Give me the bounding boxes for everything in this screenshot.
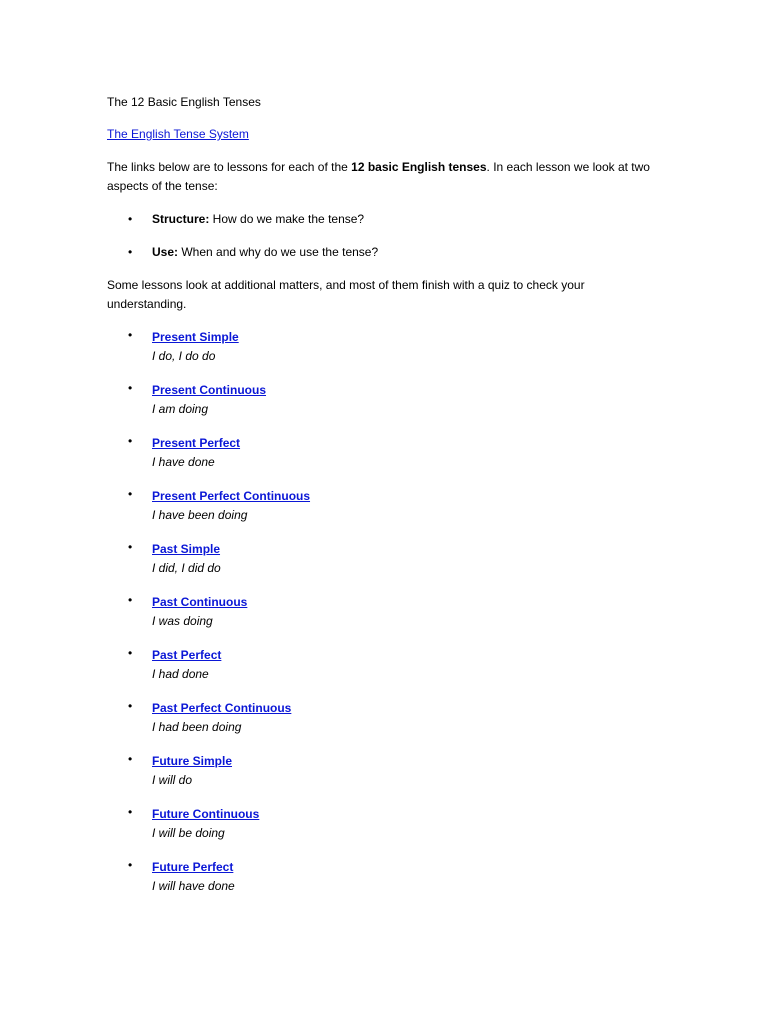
intro-text-start: The links below are to lessons for each of the <box>107 160 352 174</box>
bullet-icon: • <box>128 434 133 448</box>
bullet-icon: • <box>128 540 133 554</box>
bullet-icon: • <box>128 328 133 342</box>
tense-link-future-continuous[interactable]: Future Continuous <box>152 807 260 821</box>
tense-item-past-perfect-continuous <box>107 699 667 752</box>
page-title: The 12 Basic English Tenses <box>107 95 261 109</box>
bullet-icon: • <box>128 805 133 819</box>
tense-example: I have been doing <box>152 508 248 522</box>
tense-item-future-continuous <box>107 805 667 858</box>
tense-example: I had been doing <box>152 720 242 734</box>
aspect-text: When and why do we use the tense? <box>178 245 379 259</box>
tense-link-past-perfect-continuous[interactable]: Past Perfect Continuous <box>152 701 292 715</box>
tense-example: I will do <box>152 773 193 787</box>
tense-link-present-continuous[interactable]: Present Continuous <box>152 383 267 397</box>
tense-item-past-continuous <box>107 593 667 646</box>
aspect-use <box>107 243 667 261</box>
tense-link-past-continuous[interactable]: Past Continuous <box>152 595 248 609</box>
tense-link-present-perfect[interactable]: Present Perfect <box>152 436 241 450</box>
tense-item-past-perfect <box>107 646 667 699</box>
intro-paragraph <box>107 158 667 196</box>
tense-example: I will have done <box>152 879 235 893</box>
bullet-icon: • <box>128 212 133 226</box>
bullet-icon: • <box>128 858 133 872</box>
tense-item-future-simple <box>107 752 667 805</box>
aspects-list <box>107 210 667 261</box>
tense-item-future-perfect <box>107 858 667 911</box>
tense-link-present-simple[interactable]: Present Simple <box>152 330 239 344</box>
additional-info-paragraph: Some lessons look at additional matters, and most of them finish with a quiz to check your understanding. <box>107 278 585 311</box>
tense-example: I did, I did do <box>152 561 221 575</box>
tense-item-present-perfect <box>107 434 667 487</box>
bullet-icon: • <box>128 381 133 395</box>
tense-example: I am doing <box>152 402 209 416</box>
tense-link-present-perfect-continuous[interactable]: Present Perfect Continuous <box>152 489 311 503</box>
tense-link-future-perfect[interactable]: Future Perfect <box>152 860 234 874</box>
tense-item-present-perfect-continuous <box>107 487 667 540</box>
bullet-icon: • <box>128 752 133 766</box>
bullet-icon: • <box>128 646 133 660</box>
tenses-list <box>107 328 667 911</box>
intro-text-bold: 12 basic English tenses <box>351 160 487 174</box>
english-tense-system-link[interactable]: The English Tense System <box>107 127 249 141</box>
bullet-icon: • <box>128 487 133 501</box>
tense-example: I do, I do do <box>152 349 216 363</box>
aspect-label: Use: <box>152 245 179 259</box>
bullet-icon: • <box>128 699 133 713</box>
intro-text-end: . In each lesson we look at two aspects of the tense: <box>107 160 650 193</box>
tense-item-present-simple <box>107 328 667 381</box>
tense-example: I have done <box>152 455 215 469</box>
bullet-icon: • <box>128 593 133 607</box>
aspect-structure <box>107 210 667 228</box>
tense-example: I was doing <box>152 614 213 628</box>
tense-item-past-simple <box>107 540 667 593</box>
tense-example: I will be doing <box>152 826 225 840</box>
document-page <box>107 93 667 911</box>
tense-item-present-continuous <box>107 381 667 434</box>
aspect-text: How do we make the tense? <box>209 212 365 226</box>
tense-link-past-simple[interactable]: Past Simple <box>152 542 221 556</box>
tense-link-past-perfect[interactable]: Past Perfect <box>152 648 222 662</box>
aspect-label: Structure: <box>152 212 210 226</box>
bullet-icon: • <box>128 245 133 259</box>
tense-link-future-simple[interactable]: Future Simple <box>152 754 233 768</box>
tense-example: I had done <box>152 667 209 681</box>
